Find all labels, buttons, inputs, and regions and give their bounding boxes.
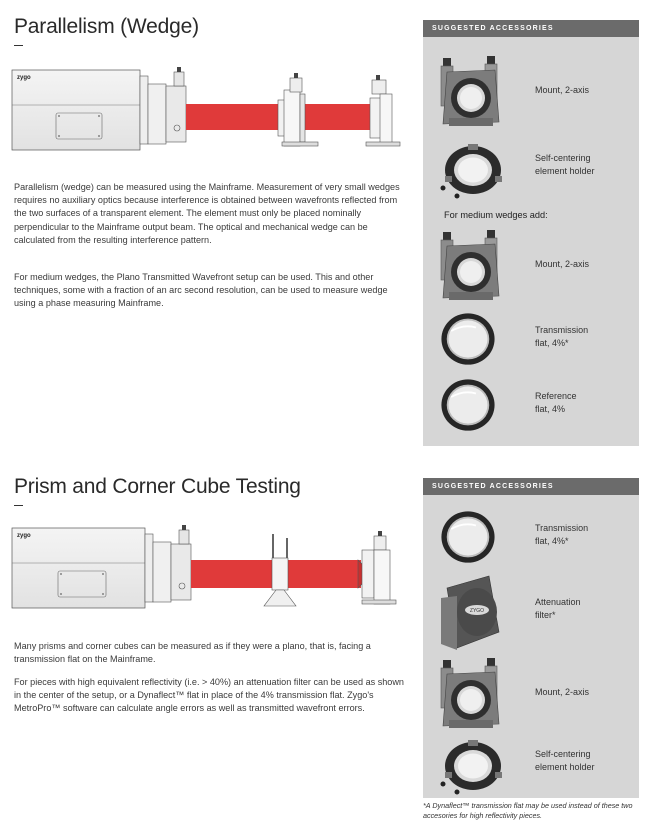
attenuation-filter-icon	[437, 574, 507, 654]
suggested-accessories-panel	[423, 20, 639, 446]
element-holder-icon	[437, 736, 507, 796]
title-underline	[14, 505, 23, 506]
transmission-flat-icon	[437, 308, 499, 370]
accessory-item	[423, 654, 639, 734]
section-paragraph: For pieces with high equivalent reflectivity (i.e. > 40%) an attenuation filter can be used as shown in the center of the setup, or a Dynaflect™ flat in place of the 4% transmission flat. Zygo's MetroPro™ software can calculate angle errors as well as transmitted wavefront errors.	[14, 677, 404, 714]
wedge-setup-diagram	[0, 56, 410, 166]
two-axis-mount-icon	[437, 226, 507, 306]
accessory-item	[423, 308, 639, 374]
section-title: Prism and Corner Cube Testing	[14, 475, 301, 498]
accessory-label: Mount, 2-axis	[535, 687, 590, 697]
prism-setup-diagram	[0, 514, 410, 624]
accessory-label: Attenuation filter*	[535, 597, 581, 620]
section-paragraph: For medium wedges, the Plano Transmitted Wavefront setup can be used. This and other techniques, some with a fraction of an arc second resolution, can be used to measure wedge using a phase measuring Mainframe.	[14, 272, 388, 309]
accessory-label: Mount, 2-axis	[535, 259, 590, 269]
accessory-item	[423, 374, 639, 440]
accessory-item	[423, 506, 639, 570]
footnote: *A Dynaflect™ transmission flat may be used instead of these two accesories for high reflectivity pieces.	[423, 801, 633, 820]
accessory-item	[423, 52, 639, 134]
two-axis-mount-icon	[437, 654, 507, 734]
accessory-label: Reference flat, 4%	[535, 391, 577, 414]
transmission-flat-icon	[437, 506, 499, 568]
mainframe-logo: zygo	[17, 533, 31, 539]
accessory-item	[423, 736, 639, 796]
panel-subheading: For medium wedges add:	[444, 210, 548, 220]
accessory-item	[423, 140, 639, 200]
section-title: Parallelism (Wedge)	[14, 15, 199, 38]
accessory-label: Self-centering element holder	[535, 153, 595, 176]
accessory-item	[423, 226, 639, 308]
panel-heading: SUGGESTED ACCESSORIES	[423, 478, 639, 495]
accessory-label: Self-centering element holder	[535, 749, 595, 772]
two-axis-mount-icon	[437, 52, 507, 132]
section-paragraph: Parallelism (wedge) can be measured using the Mainframe. Measurement of very small wedges requires no auxiliary optics because interference is obtained between wavefronts reflected from the two surfaces of a transparent element. The element must only be placed nominally perpendicular to the Mainframe output beam. The optical and mechanical wedge can be calculated from the resulting interference pattern.	[14, 182, 400, 245]
panel-heading: SUGGESTED ACCESSORIES	[423, 20, 639, 37]
accessory-label: Transmission flat, 4%*	[535, 523, 589, 546]
accessory-label: Mount, 2-axis	[535, 85, 590, 95]
accessory-label: Transmission flat, 4%*	[535, 325, 589, 348]
title-underline	[14, 45, 23, 46]
suggested-accessories-panel	[423, 478, 639, 798]
section-paragraph: Many prisms and corner cubes can be measured as if they were a plano, that is, facing a transmission flat on the Mainframe.	[14, 641, 371, 665]
element-holder-icon	[437, 140, 507, 200]
mainframe-logo: zygo	[17, 75, 31, 81]
reference-flat-icon	[437, 374, 499, 436]
accessory-item	[423, 574, 639, 654]
